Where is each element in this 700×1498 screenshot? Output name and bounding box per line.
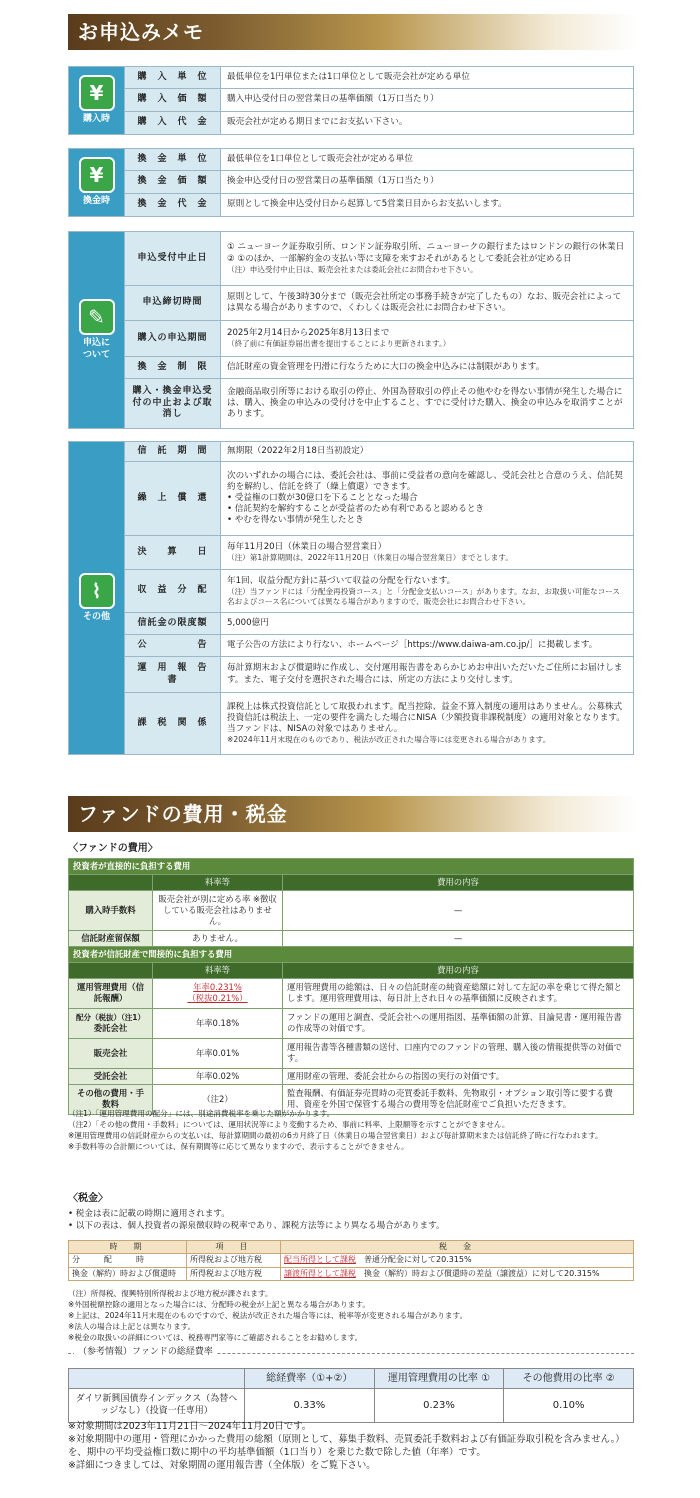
ref-value: 0.33% <box>245 1389 375 1423</box>
row-label: 申込締切時間 <box>125 286 221 321</box>
fees-title: ファンドの費用・税金 <box>68 796 638 832</box>
row-value: 最低単位を1円単位または1口単位として販売会社が定める単位 <box>221 67 634 89</box>
tax-value: 配当所得として課税 普通分配金に対して20.315% <box>281 1254 634 1267</box>
ref-value: 0.23% <box>374 1389 504 1423</box>
col-header: 料率等 <box>153 962 283 978</box>
col-header: 料率等 <box>153 874 283 890</box>
row-label: 購 入 代 金 <box>125 112 221 135</box>
fee-desc: ファンドの運用と調査、受託会社への運用指図、基準価額の計算、目論見書・運用報告書の作成等の対価です。 <box>283 1008 634 1038</box>
row-value: 年1回、収益分配方針に基づいて収益の分配を行ないます。 （注）当ファンドには「分配金再投資コース」と「分配金支払いコース」があります。なお、お取扱い可能なコース名およびコース名については異なる場合がありますので、販売会社にお問合わせ下さい。 <box>221 570 634 613</box>
fee-label: 信託財産留保額 <box>69 930 153 946</box>
tax-value: 譲渡所得として課税 換金（解約）時および償還時の差益（譲渡益）に対して20.315% <box>281 1267 634 1280</box>
fee-rate: 年率0.18% <box>153 1008 283 1038</box>
ref-value: 0.10% <box>504 1389 634 1423</box>
col-header: 時 期 <box>69 1241 187 1254</box>
fee-rate: 販売会社が別に定める率 ※徴収している販売会社はありません。 <box>153 890 283 930</box>
row-label: 換 金 制 限 <box>125 357 221 379</box>
fee-desc: — <box>283 930 634 946</box>
fee-section: 投資者が信託財産で間接的に負担する費用 <box>69 946 634 962</box>
tax-table <box>68 1240 634 1281</box>
row-label: 換 金 価 額 <box>125 171 221 194</box>
col-header: その他費用の比率 ② <box>504 1369 634 1389</box>
row-value: 原則として、午後3時30分まで（販売会社所定の事務手続きが完了したもの）なお、販売会社によっては異なる場合がありますので、くわしくは販売会社にお問合わせ下さい。 <box>221 286 634 321</box>
col-header: 総経費率（①+②） <box>245 1369 375 1389</box>
fee-desc: 運用報告書等各種書類の送付、口座内でのファンドの管理、購入後の情報提供等の対価です。 <box>283 1038 634 1068</box>
row-label: 換 金 代 金 <box>125 194 221 217</box>
purchase-table <box>68 66 634 135</box>
other-table <box>68 441 634 755</box>
row-value: 毎計算期末および償還時に作成し、交付運用報告書をあらかじめお申出いただいたご住所にお届けします。また、電子交付を選択された場合には、所定の方法により交付します。 <box>221 657 634 693</box>
row-value: 原則として換金申込受付日から起算して5営業日目からお支払いします。 <box>221 194 634 217</box>
fees-subtitle: 〈ファンドの費用〉 <box>68 843 158 854</box>
col-header: 税 金 <box>281 1241 634 1254</box>
purchase-side: ¥ 購入時 <box>69 67 125 135</box>
row-value: 無期限（2022年2月18日当初設定） <box>221 442 634 462</box>
fee-desc: 運用管理費用の総額は、日々の信託財産の純資産総額に対して左記の率を乗じて得た額とします。運用管理費用は、毎日計上され日々の基準価額に反映されます。 <box>283 978 634 1008</box>
row-label: 運 用 報 告 書 <box>125 657 221 693</box>
fee-section: 投資者が直接的に負担する費用 <box>69 859 634 875</box>
ref-table <box>68 1368 634 1423</box>
fee-rate: 年率0.02% <box>153 1068 283 1084</box>
col-header: 費用の内容 <box>283 962 634 978</box>
ref-notes: ※対象期間は2023年11月21日～2024年11月20日です。 ※対象期間中の運用・管理にかかった費用の総額（原則として、募集手数料、売買委託手数料および有価証券取引税を含みません。）を、期中の平均受益権口数に期中の平均基準価額（1口当り）を乗じた数で除した値（年率）です。 ※詳細につきましては、対象期間の運用報告書（全体版）をご覧下さい。 <box>68 1421 625 1472</box>
row-value: 販売会社が定める期日までにお支払い下さい。 <box>221 112 634 135</box>
row-label: 信 託 期 間 <box>125 442 221 462</box>
row-value: 最低単位を1口単位として販売会社が定める単位 <box>221 149 634 171</box>
tax-item: 所得税および地方税 <box>187 1267 281 1280</box>
fee-desc: — <box>283 890 634 930</box>
fee-rate: （注2） <box>153 1084 283 1114</box>
row-label: 繰 上 償 還 <box>125 462 221 536</box>
fee-rate: 年率0.01% <box>153 1038 283 1068</box>
row-label: 課 税 関 係 <box>125 693 221 755</box>
row-value: 購入申込受付日の翌営業日の基準価額（1万口当たり） <box>221 89 634 112</box>
row-value: 毎年11月20日（休業日の場合翌営業日） （注）第1計算期間は、2022年11月20日（休業日の場合翌営業日）までとします。 <box>221 536 634 570</box>
tax-bullets: • 税金は表に記載の時期に適用されます。 • 以下の表は、個人投資者の源泉徴収時の税率であり、課税方法等により異なる場合があります。 <box>68 1209 445 1232</box>
row-label: 購 入 単 位 <box>125 67 221 89</box>
col-header: 運用管理費用の比率 ① <box>374 1369 504 1389</box>
row-label: 収 益 分 配 <box>125 570 221 613</box>
fee-table <box>68 858 634 1115</box>
row-value: 金融商品取引所等における取引の停止、外国為替取引の停止その他やむを得ない事情が発生した場合には、購入、換金の申込みの受付けを中止すること、すでに受付けた購入、換金の申込みを取消すことがあります。 <box>221 379 634 429</box>
col-header: 費用の内容 <box>283 874 634 890</box>
tax-time: 分 配 時 <box>69 1254 187 1267</box>
row-label: 換 金 単 位 <box>125 149 221 171</box>
row-label: 購入の申込期間 <box>125 321 221 357</box>
fee-label: 購入時手数料 <box>69 890 153 930</box>
row-label: 信託金の限度額 <box>125 613 221 635</box>
row-label: 申込受付中止日 <box>125 232 221 286</box>
row-value: 次のいずれかの場合には、委託会社は、事前に受益者の意向を確認し、受託会社と合意のうえ、信託契約を解約し、信託を終了（繰上償還）できます。 • 受益権の口数が30億口を下ることとなった場合 • 信託契約を解約することが受益者のため有利であると認めるとき • やむを得ない事情が発生したとき <box>221 462 634 536</box>
fee-notes: （注1）「運用管理費用の配分」には、別途消費税率を乗じた額がかかります。 （注2）「その他の費用・手数料」については、運用状況等により変動するため、事前に料率、上限額等を示すことができません。 ※運用管理費用の信託財産からの支払いは、毎計算期間の最初の6カ月終了日（休業日の場合翌営業日）および毎計算期末または信託終了時に行なわれます。 ※手数料等の合計額については、保有期間等に応じて異なりますので、表示することができません。 <box>68 1109 603 1151</box>
row-value: 換金申込受付日の翌営業日の基準価額（1万口当たり） <box>221 171 634 194</box>
fee-label: 配分（税抜）（注1） 委託会社 <box>69 1008 153 1038</box>
row-value: 電子公告の方法により行ない、ホームページ［https://www.daiwa-am.co.jp/］に掲載します。 <box>221 635 634 657</box>
row-value: 5,000億円 <box>221 613 634 635</box>
redeem-table <box>68 148 634 217</box>
tax-subtitle: 〈税金〉 <box>68 1193 108 1204</box>
fee-label: 運用管理費用（信託報酬） <box>69 978 153 1008</box>
tax-notes: （注）所得税、復興特別所得税および地方税が課されます。 ※外国税額控除の適用となった場合には、分配時の税金が上記と異なる場合があります。 ※上記は、2024年11月末現在のものですので、税法が改正された場合等には、税率等が変更される場合があります。 ※法人の場合は上記とは異なります。 ※税金の取扱いの詳細については、税務専門家等にご確認されることをお勧めします。 <box>68 1289 468 1342</box>
apply-side: ✎ 申込に ついて <box>69 232 125 429</box>
fee-desc: 監査報酬、有価証券売買時の売買委託手数料、先物取引・オプション取引等に要する費用、資産を外国で保管する場合の費用等を信託財産でご負担いただきます。 <box>283 1084 634 1114</box>
paperclip-icon: ⌇ <box>79 573 115 609</box>
fee-label: 受託会社 <box>69 1068 153 1084</box>
fee-rate: ありません。 <box>153 930 283 946</box>
ref-title: （参考情報）ファンドの総経費率 <box>74 1347 217 1359</box>
row-label: 購入・換金申込受付の中止および取消し <box>125 379 221 429</box>
tax-item: 所得税および地方税 <box>187 1254 281 1267</box>
col-header: 項 目 <box>187 1241 281 1254</box>
redeem-icon: ¥ <box>79 157 115 193</box>
apply-table <box>68 231 634 429</box>
row-value: 課税上は株式投資信託として取扱われます。配当控除、益金不算入制度の適用はありません。公募株式投資信託は税法上、一定の要件を満たした場合にNISA（少額投資非課税制度）の適用対象となります。 当ファンドは、NISAの対象ではありません。 ※2024年11月末現在のものであり、税法が改正された場合等には変更される場合があります。 <box>221 693 634 755</box>
row-value: 信託財産の資金管理を円滑に行なうために大口の換金申込みには制限があります。 <box>221 357 634 379</box>
row-value: ① ニューヨーク証券取引所、ロンドン証券取引所、ニューヨークの銀行またはロンドンの銀行の休業日 ② ①のほか、一部解約金の支払い等に支障を来すおそれがあるとして委託会社が定める日 （注）申込受付中止日は、販売会社または委託会社にお問合わせ下さい。 <box>221 232 634 286</box>
pen-icon: ✎ <box>79 299 115 335</box>
other-side: ⌇ その他 <box>69 442 125 755</box>
fee-desc: 運用財産の管理、委託会社からの指図の実行の対価です。 <box>283 1068 634 1084</box>
row-value: 2025年2月14日から2025年8月13日まで （終了前に有価証券届出書を提出することにより更新されます。） <box>221 321 634 357</box>
fee-label: 販売会社 <box>69 1038 153 1068</box>
memo-title: お申込みメモ <box>68 14 638 50</box>
fee-rate: 年率0.231% （税抜0.21%） <box>153 978 283 1008</box>
fee-label: その他の費用・手数料 <box>69 1084 153 1114</box>
fund-name: ダイワ新興国債券インデックス（為替ヘッジなし）（投資一任専用） <box>69 1389 245 1423</box>
purchase-icon: ¥ <box>79 75 115 111</box>
redeem-side: ¥ 換金時 <box>69 149 125 217</box>
tax-time: 換金（解約）時および償還時 <box>69 1267 187 1280</box>
row-label: 購 入 価 額 <box>125 89 221 112</box>
row-label: 決 算 日 <box>125 536 221 570</box>
row-label: 公 告 <box>125 635 221 657</box>
